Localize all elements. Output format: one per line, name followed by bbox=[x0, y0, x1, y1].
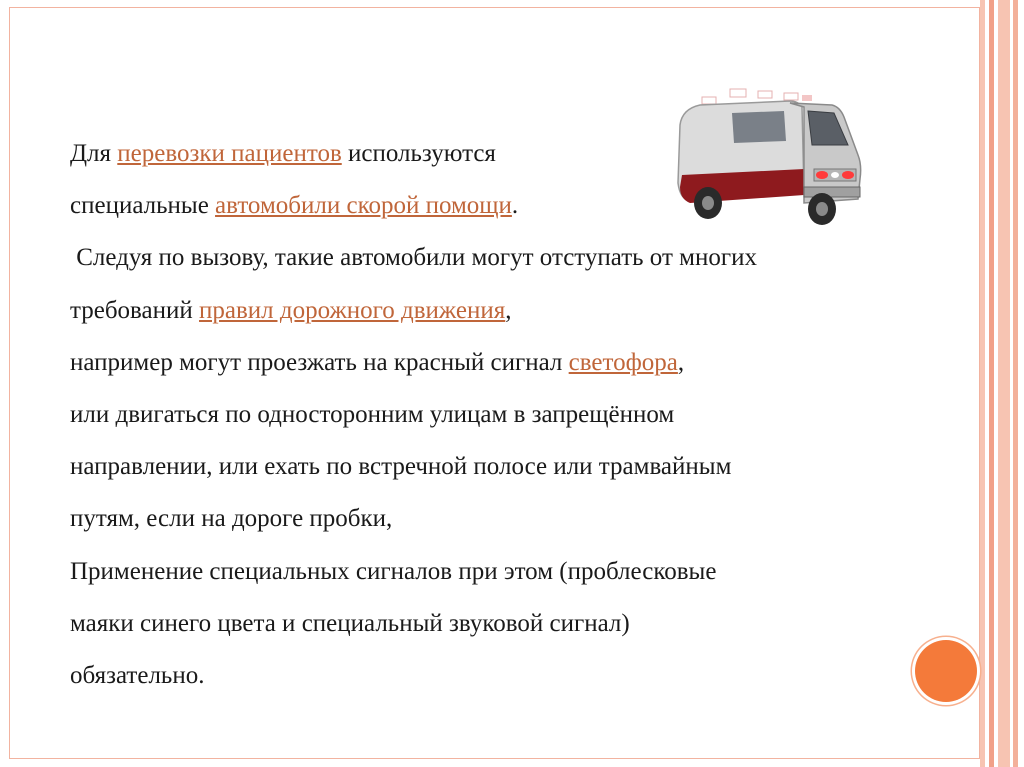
text-line bbox=[70, 128, 970, 180]
text-line: маяки синего цвета и специальный звуковой сигнал) bbox=[70, 609, 630, 637]
decorative-stripes bbox=[980, 0, 1024, 767]
text-line: направлении, или ехать по встречной полосе или трамвайным bbox=[70, 453, 732, 481]
link-ambulance[interactable]: автомобили скорой помощи bbox=[215, 192, 512, 220]
text-span: Для bbox=[70, 140, 118, 167]
text-span: , bbox=[505, 296, 512, 324]
text-span: специальные bbox=[70, 192, 216, 220]
text-span: используются bbox=[341, 140, 496, 167]
text-line bbox=[70, 285, 970, 337]
stripe bbox=[980, 0, 985, 767]
text-span: например могут проезжать на красный сигнал bbox=[70, 348, 569, 376]
link-patient-transport[interactable]: перевозки пациентов bbox=[117, 140, 342, 167]
text-line bbox=[70, 337, 970, 389]
stripe bbox=[989, 0, 994, 767]
stripe bbox=[998, 0, 1010, 767]
text-span: . bbox=[511, 192, 519, 220]
text-span: требований bbox=[70, 296, 200, 324]
text-line: Следуя по вызову, такие автомобили могут отступать от многих bbox=[70, 244, 757, 272]
stripe bbox=[1013, 0, 1018, 767]
text-line: путям, если на дороге пробки, bbox=[70, 505, 393, 533]
link-traffic-light[interactable]: светофора bbox=[568, 348, 678, 376]
text-line: обязательно. bbox=[70, 661, 205, 689]
text-line bbox=[70, 180, 970, 232]
text-span: , bbox=[677, 348, 685, 376]
text-line: или двигаться по односторонним улицам в запрещённом bbox=[70, 400, 675, 428]
decorative-circle bbox=[915, 640, 977, 702]
body-text bbox=[70, 128, 970, 702]
link-traffic-rules[interactable]: правил дорожного движения bbox=[199, 296, 506, 324]
text-line: Применение специальных сигналов при этом (проблесковые bbox=[70, 557, 717, 585]
